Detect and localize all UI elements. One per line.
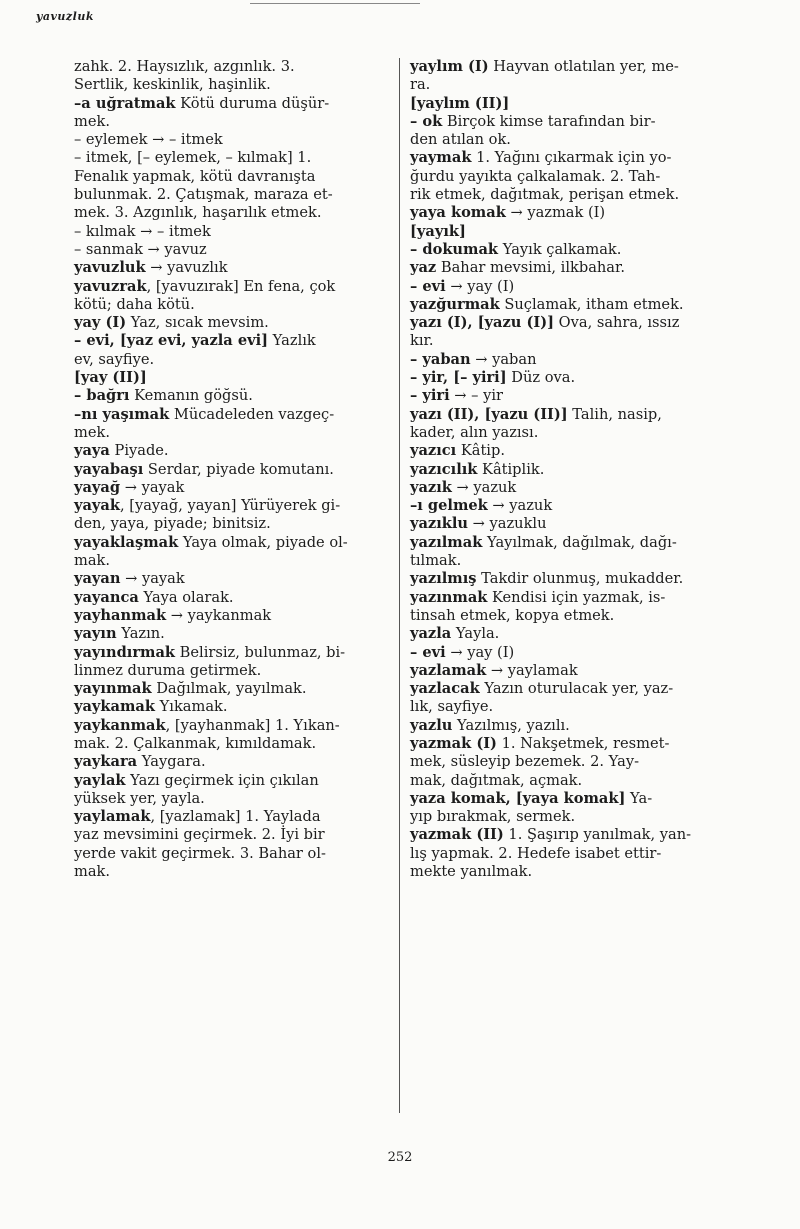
headword: – evi bbox=[410, 277, 446, 295]
headword: yazıklu bbox=[410, 515, 469, 533]
definition-text: mek. bbox=[74, 112, 110, 130]
definition-text: Yaya olarak. bbox=[138, 588, 234, 606]
headword: yazık bbox=[410, 478, 452, 496]
headword: yaylak bbox=[74, 771, 126, 789]
headword: [yay (II)] bbox=[74, 369, 147, 387]
definition-text: → yayak bbox=[120, 478, 185, 496]
definition-text: → yayak bbox=[120, 570, 185, 588]
headword: yaya komak bbox=[410, 204, 506, 222]
right-column-line bbox=[410, 424, 728, 442]
headword: yaymak bbox=[410, 149, 472, 167]
definition-text: 1. Şaşırıp yanılmak, yan- bbox=[503, 826, 692, 844]
right-column-line bbox=[410, 278, 728, 296]
definition-text: Kâtiplik. bbox=[477, 460, 545, 478]
right-column-line bbox=[410, 131, 728, 149]
headword: yazılmak bbox=[410, 533, 483, 551]
right-column-line bbox=[410, 479, 728, 497]
right-column-line bbox=[410, 442, 728, 460]
definition-text: Mücadeleden vazgeç- bbox=[169, 405, 335, 423]
definition-text: rik etmek, dağıtmak, perişan etmek. bbox=[410, 186, 680, 204]
definition-text: mak, dağıtmak, açmak. bbox=[410, 771, 583, 789]
headword: yazmak (II) bbox=[410, 826, 504, 844]
right-column-line bbox=[410, 552, 728, 570]
left-column-line bbox=[74, 186, 392, 204]
definition-text: mek. 3. Azgınlık, haşarılık etmek. bbox=[74, 204, 322, 222]
column-divider bbox=[399, 58, 400, 1113]
definition-text: Kötü duruma düşür- bbox=[175, 94, 330, 112]
definition-text: → yaban bbox=[470, 350, 537, 368]
left-column-line bbox=[74, 570, 392, 588]
left-column-line bbox=[74, 168, 392, 186]
headword: –nı yaşımak bbox=[74, 405, 170, 423]
definition-text: Fenalık yapmak, kötü davranışta bbox=[74, 167, 316, 185]
definition-text: → yay (I) bbox=[445, 643, 515, 661]
definition-text: zahk. 2. Haysızlık, azgınlık. 3. bbox=[74, 58, 295, 75]
left-column-line bbox=[74, 332, 392, 350]
definition-text: mak. bbox=[74, 552, 111, 570]
left-column-line bbox=[74, 589, 392, 607]
right-column-line bbox=[410, 314, 728, 332]
definition-text: Ya- bbox=[625, 789, 653, 807]
right-column-line bbox=[410, 515, 728, 533]
definition-text: Yazılmış, yazılı. bbox=[452, 716, 570, 734]
right-column-line bbox=[410, 717, 728, 735]
right-column-line bbox=[410, 662, 728, 680]
definition-text: → yavuzlık bbox=[145, 259, 228, 277]
right-column bbox=[410, 58, 728, 881]
headword: –ı gelmek bbox=[410, 497, 488, 515]
definition-text: den atılan ok. bbox=[410, 131, 511, 149]
right-column-line bbox=[410, 625, 728, 643]
running-head: yavuzluk bbox=[36, 10, 94, 23]
definition-text: mek. bbox=[74, 423, 110, 441]
definition-text: , [yayhanmak] 1. Yıkan- bbox=[165, 716, 340, 734]
definition-text: tinsah etmek, kopya etmek. bbox=[410, 606, 615, 624]
definition-text: linmez duruma getirmek. bbox=[74, 661, 262, 679]
definition-text: → yazuk bbox=[487, 497, 553, 515]
left-column-line bbox=[74, 680, 392, 698]
left-column-line bbox=[74, 735, 392, 753]
definition-text: Yayık çalkamak. bbox=[498, 240, 622, 258]
right-column-line bbox=[410, 570, 728, 588]
definition-text: 1. Yağını çıkarmak için yo- bbox=[471, 149, 672, 167]
left-column-line bbox=[74, 95, 392, 113]
left-column-line bbox=[74, 845, 392, 863]
left-column-line bbox=[74, 296, 392, 314]
definition-text: yerde vakit geçirmek. 3. Bahar ol- bbox=[74, 844, 326, 862]
left-column-line bbox=[74, 552, 392, 570]
definition-text: ev, sayfiye. bbox=[74, 350, 155, 368]
definition-text: lık, sayfiye. bbox=[410, 698, 494, 716]
left-column-line bbox=[74, 826, 392, 844]
right-column-line bbox=[410, 845, 728, 863]
right-column-line bbox=[410, 497, 728, 515]
definition-text: Ova, sahra, ıssız bbox=[554, 314, 680, 332]
headword: yayınmak bbox=[74, 680, 152, 698]
headword: yazınmak bbox=[410, 588, 488, 606]
headword: yazğurmak bbox=[410, 295, 500, 313]
right-column-line bbox=[410, 698, 728, 716]
definition-text: Talih, nasip, bbox=[567, 405, 662, 423]
headword: yaykamak bbox=[74, 698, 155, 716]
definition-text: Yazı geçirmek için çıkılan bbox=[125, 771, 319, 789]
definition-text: mek, süsleyip bezemek. 2. Yay- bbox=[410, 753, 640, 771]
left-column-line bbox=[74, 863, 392, 881]
left-column-line bbox=[74, 369, 392, 387]
definition-text: – sanmak → yavuz bbox=[74, 240, 207, 258]
right-column-line bbox=[410, 534, 728, 552]
left-column bbox=[74, 58, 392, 881]
left-column-line bbox=[74, 497, 392, 515]
left-column-line bbox=[74, 772, 392, 790]
left-column-line bbox=[74, 113, 392, 131]
definition-text: lış yapmak. 2. Hedefe isabet ettir- bbox=[410, 844, 662, 862]
definition-text: Belirsiz, bulunmaz, bi- bbox=[175, 643, 346, 661]
left-column-line bbox=[74, 259, 392, 277]
headword: yayabaşı bbox=[74, 460, 144, 478]
definition-text: Yazın. bbox=[116, 625, 165, 643]
definition-text: → yazuklu bbox=[468, 515, 547, 533]
headword: yayağ bbox=[74, 478, 121, 496]
definition-text: kır. bbox=[410, 332, 434, 350]
right-column-line bbox=[410, 790, 728, 808]
left-column-line bbox=[74, 662, 392, 680]
left-column-line bbox=[74, 241, 392, 259]
left-column-line bbox=[74, 698, 392, 716]
definition-text: mekte yanılmak. bbox=[410, 863, 533, 881]
definition-text: – itmek, [– eylemek, – kılmak] 1. bbox=[74, 149, 312, 167]
definition-text: mak. bbox=[74, 863, 111, 881]
headword: yavuzluk bbox=[74, 259, 146, 277]
definition-text: 1. Nakşetmek, resmet- bbox=[496, 734, 670, 752]
definition-text: yaz mevsimini geçirmek. 2. İyi bir bbox=[74, 826, 325, 844]
headword: yayan bbox=[74, 570, 121, 588]
right-column-line bbox=[410, 680, 728, 698]
definition-text: bulunmak. 2. Çatışmak, maraza et- bbox=[74, 186, 333, 204]
headword: – yiri bbox=[410, 387, 450, 405]
right-column-line bbox=[410, 826, 728, 844]
headword: yazıcı bbox=[410, 442, 457, 460]
definition-text: Düz ova. bbox=[506, 369, 576, 387]
definition-text: den, yaya, piyade; binitsiz. bbox=[74, 515, 271, 533]
headword: yaykara bbox=[74, 753, 138, 771]
headword: – yir, [– yiri] bbox=[410, 369, 507, 387]
left-column-line bbox=[74, 808, 392, 826]
definition-text: Yayla. bbox=[451, 625, 500, 643]
definition-text: Suçlamak, itham etmek. bbox=[499, 295, 684, 313]
left-column-line bbox=[74, 76, 392, 94]
definition-text: Yayılmak, dağılmak, dağı- bbox=[482, 533, 677, 551]
headword: yayaklaşmak bbox=[74, 533, 179, 551]
headword: yayanca bbox=[74, 588, 139, 606]
headword: – bağrı bbox=[74, 387, 130, 405]
right-column-line bbox=[410, 387, 728, 405]
definition-text: Hayvan otlatılan yer, me- bbox=[488, 58, 679, 75]
definition-text: Piyade. bbox=[109, 442, 169, 460]
right-column-line bbox=[410, 808, 728, 826]
left-column-line bbox=[74, 223, 392, 241]
headword: yaylım (I) bbox=[410, 58, 489, 75]
right-column-line bbox=[410, 168, 728, 186]
headword: yavuzrak bbox=[74, 277, 147, 295]
left-column-line bbox=[74, 644, 392, 662]
left-column-line bbox=[74, 131, 392, 149]
definition-text: kötü; daha kötü. bbox=[74, 295, 195, 313]
definition-text: Bahar mevsimi, ilkbahar. bbox=[436, 259, 626, 277]
definition-text: Yazın oturulacak yer, yaz- bbox=[479, 680, 674, 698]
headword: yayındırmak bbox=[74, 643, 176, 661]
left-column-line bbox=[74, 479, 392, 497]
right-column-line bbox=[410, 204, 728, 222]
definition-text: Birçok kimse tarafından bir- bbox=[442, 112, 656, 130]
right-column-line bbox=[410, 406, 728, 424]
right-column-line bbox=[410, 76, 728, 94]
left-column-line bbox=[74, 387, 392, 405]
headword: yazı (I), [yazu (I)] bbox=[410, 314, 555, 332]
page-number: 252 bbox=[387, 1150, 413, 1165]
headword: yazı (II), [yazu (II)] bbox=[410, 405, 568, 423]
headword: [yayık] bbox=[410, 222, 466, 240]
definition-text: Yaz, sıcak mevsim. bbox=[126, 314, 269, 332]
right-column-line bbox=[410, 351, 728, 369]
headword: – ok bbox=[410, 112, 443, 130]
right-column-line bbox=[410, 259, 728, 277]
definition-text: mak. 2. Çalkanmak, kımıldamak. bbox=[74, 734, 317, 752]
definition-text: Yazlık bbox=[268, 332, 316, 350]
definition-text: ra. bbox=[410, 76, 431, 94]
definition-text: Sertlik, keskinlik, haşinlik. bbox=[74, 76, 271, 94]
definition-text: → yazmak (I) bbox=[505, 204, 606, 222]
top-rule bbox=[250, 3, 420, 4]
definition-text: Serdar, piyade komutanı. bbox=[143, 460, 334, 478]
right-column-line bbox=[410, 95, 728, 113]
definition-text: Dağılmak, yayılmak. bbox=[151, 680, 307, 698]
right-column-line bbox=[410, 369, 728, 387]
headword: yazlu bbox=[410, 716, 453, 734]
headword: yaya bbox=[74, 442, 110, 460]
headword: yayın bbox=[74, 625, 117, 643]
headword: yay (I) bbox=[74, 314, 127, 332]
left-column-line bbox=[74, 625, 392, 643]
headword: yazlamak bbox=[410, 661, 487, 679]
left-column-line bbox=[74, 424, 392, 442]
headword: yayhanmak bbox=[74, 606, 167, 624]
definition-text: Kemanın göğsü. bbox=[129, 387, 253, 405]
definition-text: Kâtip. bbox=[456, 442, 505, 460]
right-column-line bbox=[410, 223, 728, 241]
left-column-line bbox=[74, 790, 392, 808]
right-column-line bbox=[410, 863, 728, 881]
headword: yazıcılık bbox=[410, 460, 478, 478]
definition-text: Takdir olunmuş, mukadder. bbox=[476, 570, 684, 588]
left-column-line bbox=[74, 351, 392, 369]
definition-text: tılmak. bbox=[410, 552, 462, 570]
definition-text: → yazuk bbox=[451, 478, 517, 496]
definition-text: ğurdu yayıkta çalkalamak. 2. Tah- bbox=[410, 167, 661, 185]
headword: –a uğratmak bbox=[74, 94, 176, 112]
left-column-line bbox=[74, 515, 392, 533]
left-column-line bbox=[74, 442, 392, 460]
right-column-line bbox=[410, 332, 728, 350]
right-column-line bbox=[410, 589, 728, 607]
definition-text: → yaylamak bbox=[486, 661, 578, 679]
definition-text: Yıkamak. bbox=[155, 698, 228, 716]
headword: yaz bbox=[410, 259, 437, 277]
right-column-line bbox=[410, 644, 728, 662]
right-column-line bbox=[410, 607, 728, 625]
left-column-line bbox=[74, 58, 392, 76]
definition-text: → yaykanmak bbox=[166, 606, 272, 624]
left-column-line bbox=[74, 149, 392, 167]
right-column-line bbox=[410, 58, 728, 76]
headword: – yaban bbox=[410, 350, 471, 368]
definition-text: yüksek yer, yayla. bbox=[74, 789, 205, 807]
headword: yayak bbox=[74, 497, 120, 515]
right-column-line bbox=[410, 113, 728, 131]
left-column-line bbox=[74, 204, 392, 222]
left-column-line bbox=[74, 534, 392, 552]
definition-text: → yay (I) bbox=[445, 277, 515, 295]
headword: [yaylım (II)] bbox=[410, 94, 510, 112]
definition-text: , [yayağ, yayan] Yürüyerek gi- bbox=[119, 497, 341, 515]
definition-text: Kendisi için yazmak, is- bbox=[487, 588, 666, 606]
headword: yaylamak bbox=[74, 808, 151, 826]
definition-text: – eylemek → – itmek bbox=[74, 131, 223, 149]
right-column-line bbox=[410, 772, 728, 790]
definition-text: Yaygara. bbox=[137, 753, 206, 771]
left-column-line bbox=[74, 278, 392, 296]
left-column-line bbox=[74, 717, 392, 735]
headword: yazılmış bbox=[410, 570, 477, 588]
headword: yaza komak, [yaya komak] bbox=[410, 789, 626, 807]
right-column-line bbox=[410, 461, 728, 479]
headword: – evi, [yaz evi, yazla evi] bbox=[74, 332, 269, 350]
definition-text: kader, alın yazısı. bbox=[410, 423, 539, 441]
right-column-line bbox=[410, 296, 728, 314]
left-column-line bbox=[74, 314, 392, 332]
left-column-line bbox=[74, 461, 392, 479]
left-column-line bbox=[74, 753, 392, 771]
right-column-line bbox=[410, 753, 728, 771]
headword: yazlacak bbox=[410, 680, 480, 698]
right-column-line bbox=[410, 241, 728, 259]
left-column-line bbox=[74, 406, 392, 424]
definition-text: , [yazlamak] 1. Yaylada bbox=[150, 808, 321, 826]
definition-text: → – yir bbox=[449, 387, 503, 405]
headword: yaykanmak bbox=[74, 716, 166, 734]
headword: yazmak (I) bbox=[410, 734, 497, 752]
headword: – evi bbox=[410, 643, 446, 661]
right-column-line bbox=[410, 149, 728, 167]
left-column-line bbox=[74, 607, 392, 625]
headword: – dokumak bbox=[410, 240, 499, 258]
headword: yazla bbox=[410, 625, 452, 643]
definition-text: – kılmak → – itmek bbox=[74, 222, 211, 240]
right-column-line bbox=[410, 186, 728, 204]
definition-text: yıp bırakmak, sermek. bbox=[410, 808, 576, 826]
definition-text: , [yavuzırak] En fena, çok bbox=[146, 277, 336, 295]
definition-text: Yaya olmak, piyade ol- bbox=[178, 533, 348, 551]
right-column-line bbox=[410, 735, 728, 753]
